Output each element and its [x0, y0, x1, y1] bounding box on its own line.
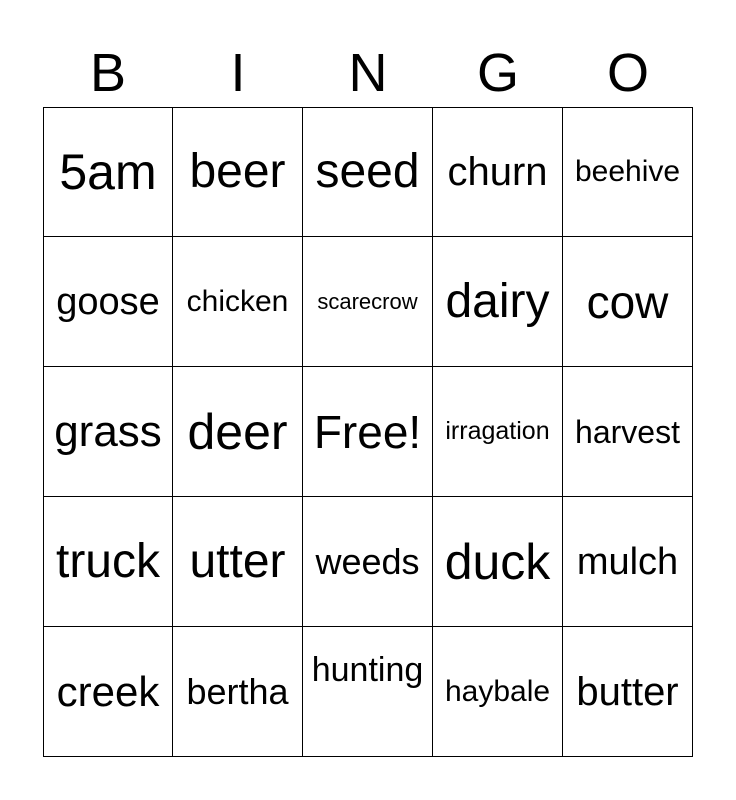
- bingo-cell-label: grass: [54, 406, 162, 456]
- bingo-cell-label: harvest: [575, 413, 680, 450]
- bingo-cell-label: weeds: [315, 540, 420, 582]
- header-letter-n: N: [348, 43, 388, 103]
- bingo-cell-label: mulch: [576, 540, 679, 583]
- bingo-cell[interactable]: [303, 237, 433, 367]
- bingo-cell[interactable]: [303, 107, 433, 237]
- bingo-cell[interactable]: [433, 497, 563, 627]
- bingo-cell[interactable]: [563, 497, 693, 627]
- bingo-cell-label: utter: [189, 534, 286, 588]
- bingo-cell-label: 5am: [59, 144, 157, 200]
- bingo-cell-label: truck: [55, 534, 160, 588]
- bingo-cell-label: hunting: [311, 650, 424, 689]
- bingo-cell[interactable]: [43, 627, 173, 757]
- bingo-cell-label: churn: [447, 150, 548, 194]
- bingo-cell[interactable]: [563, 107, 693, 237]
- bingo-cell-label: chicken: [186, 284, 289, 318]
- bingo-cell[interactable]: [563, 237, 693, 367]
- bingo-cell-label: dairy: [445, 274, 550, 328]
- bingo-cell[interactable]: [563, 627, 693, 757]
- bingo-cell-label: beehive: [574, 155, 681, 188]
- bingo-cell[interactable]: [433, 107, 563, 237]
- bingo-cell[interactable]: [433, 237, 563, 367]
- bingo-cell-label: creek: [56, 667, 160, 715]
- header-letter-g: G: [476, 43, 519, 103]
- bingo-cell-label: bertha: [186, 670, 289, 712]
- bingo-cell-label: scarecrow: [317, 288, 418, 314]
- bingo-cell[interactable]: [43, 497, 173, 627]
- bingo-cell[interactable]: [173, 107, 303, 237]
- bingo-cell[interactable]: [173, 627, 303, 757]
- header-letter-o: O: [606, 43, 649, 103]
- bingo-cell[interactable]: [173, 367, 303, 497]
- bingo-cell[interactable]: [433, 627, 563, 757]
- bingo-cell[interactable]: [433, 367, 563, 497]
- bingo-cell[interactable]: [43, 237, 173, 367]
- bingo-cell-label: seed: [315, 145, 420, 198]
- bingo-cell[interactable]: [303, 367, 433, 497]
- bingo-cell[interactable]: [303, 627, 433, 757]
- bingo-cell[interactable]: [43, 367, 173, 497]
- bingo-cell[interactable]: [173, 237, 303, 367]
- bingo-cell[interactable]: [43, 107, 173, 237]
- bingo-header: [43, 40, 693, 106]
- bingo-cell[interactable]: [563, 367, 693, 497]
- bingo-board: [43, 107, 693, 757]
- bingo-cell-label: deer: [187, 403, 288, 460]
- header-letter-b: B: [89, 43, 127, 103]
- bingo-cell-label: cow: [586, 275, 669, 328]
- bingo-cell-label: goose: [56, 280, 160, 323]
- bingo-cell-label: beer: [189, 145, 286, 198]
- bingo-cell-label: irragation: [445, 417, 550, 445]
- bingo-cell-label: Free!: [313, 405, 422, 458]
- bingo-cell[interactable]: [303, 497, 433, 627]
- bingo-cell[interactable]: [173, 497, 303, 627]
- bingo-cell-label: butter: [576, 669, 679, 714]
- bingo-cell-label: haybale: [444, 674, 551, 708]
- header-letter-i: I: [230, 43, 246, 103]
- bingo-cell-label: duck: [444, 533, 551, 590]
